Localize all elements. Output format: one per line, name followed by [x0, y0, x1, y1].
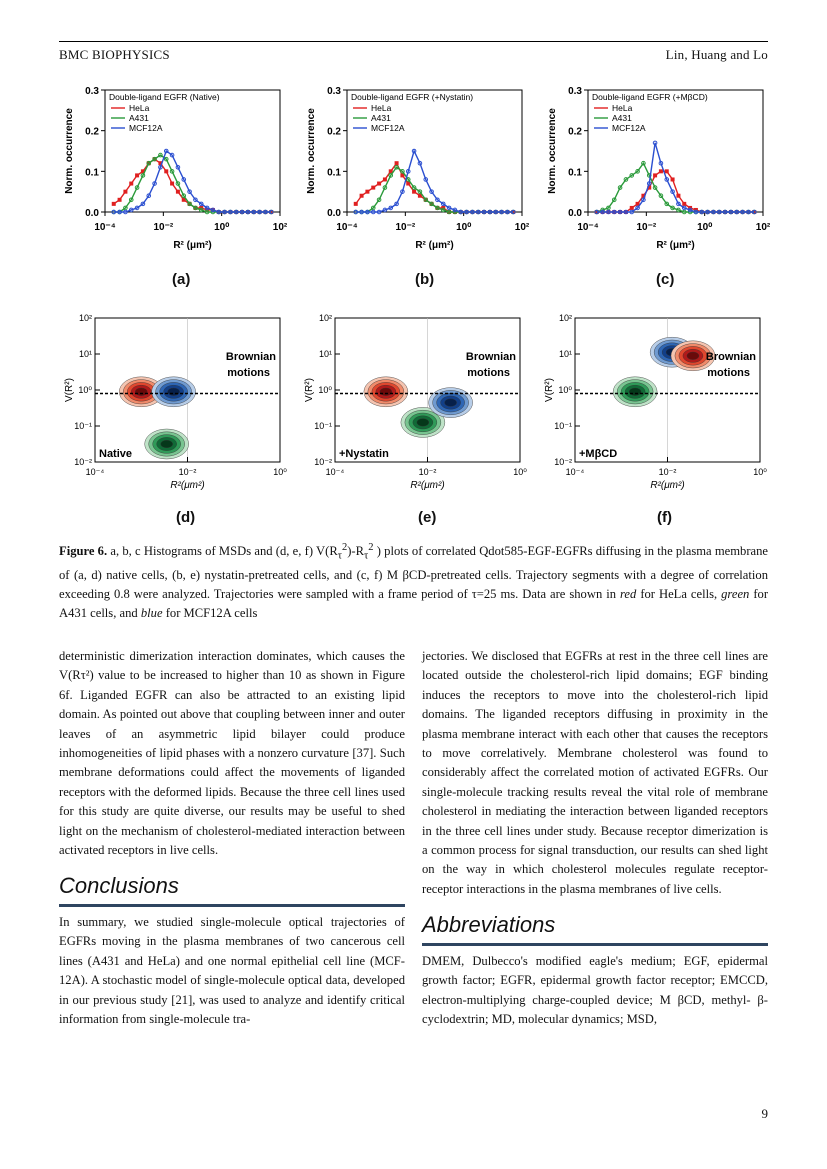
x-tick-label: 10⁻⁴	[565, 467, 585, 477]
section-title-abbreviations: Abbreviations	[422, 915, 768, 945]
y-tick-label: 0.0	[568, 208, 582, 219]
histogram-b	[302, 78, 532, 268]
contour-plot-f	[540, 308, 770, 498]
x-tick-label: 10²	[755, 222, 771, 233]
y-tick-label: 10²	[78, 313, 92, 323]
data-point-hela	[354, 202, 358, 206]
condition-label: +Nystatin	[339, 448, 389, 460]
data-point-hela	[360, 194, 364, 198]
x-axis-label: R² (μm²)	[415, 240, 454, 251]
contour-blob-hela	[380, 388, 392, 396]
y-tick-label: 0.2	[568, 126, 582, 138]
legend-entry: HeLa	[129, 103, 150, 113]
y-tick-label: 10⁰	[558, 385, 572, 395]
x-tick-label: 10⁻²	[153, 222, 174, 233]
condition-label: Native	[99, 448, 133, 460]
y-tick-label: 0.0	[327, 208, 341, 219]
x-tick-label: 10⁻⁴	[85, 467, 105, 477]
y-tick-label: 10⁻¹	[554, 421, 572, 431]
contour-blob-hela	[135, 388, 147, 396]
y-tick-label: 0.3	[85, 86, 99, 97]
left-column	[59, 647, 405, 1029]
x-tick-label: 10⁰	[753, 467, 767, 477]
y-tick-label: 10⁰	[78, 385, 92, 395]
figure-caption: Figure 6. a, b, c Histograms of MSDs and (d, e, f) $V(R_\tau^2)-R_\tau^2$ ) plots of correlated Qdot585-EGF-EGFRs diffusing in the plasma membrane of (a, d) native cells, (b, e) nystatin-pretreated cells, and (c, f) M βCD-pretreated cells. Trajectory segments with a degree of correlation exceeding 0.8 were analyzed. Trajectories were sampled with a frame period of τ=25 ms. Data are shown in red for HeLa cells, green for A431 cells, and blue for MCF12A cells	[59, 542, 769, 620]
x-tick-label: 10⁻²	[395, 222, 416, 233]
y-axis-label: V(R²)	[64, 378, 75, 402]
legend-entry: A431	[612, 113, 632, 123]
y-tick-label: 0.1	[327, 167, 341, 179]
contour-blob-mcf12a	[168, 388, 180, 396]
caption-end: for MCF12A cells	[165, 605, 258, 620]
data-point-hela	[659, 169, 663, 173]
caption-green: green	[721, 586, 750, 601]
series-line-mcf12a	[597, 143, 755, 212]
data-point-hela	[383, 177, 387, 181]
y-tick-label: 10²	[558, 313, 572, 323]
data-point-hela	[371, 186, 375, 190]
caption-blue: blue	[140, 605, 163, 620]
y-tick-label: 10¹	[78, 349, 92, 359]
page-number: 9	[761, 1106, 768, 1121]
y-axis-label: Norm. occurrence	[64, 108, 75, 194]
left-paragraph-1: deterministic dimerization interaction dominates, which causes the V(Rτ²) value to be increased to higher than 10 as shown in Figure 6f. Liganded EGFR can also be attracted to an existing lipid domain. As pointed out above that coupling between inner and outer leaves of an asymmetric lipid bilayer could produce inhomogeneities of lipid phases with a nonzero curvature [37]. Such membrane deformations could affect the movements of liganded receptors with the deformed lipids. Because the three cell lines used for this study are quite diverse, our results may be useful to shed light on the mechanism of cholesterol-mediated interaction between activated receptors in live cells.	[59, 649, 405, 858]
caption-mid-2: for A431 cells, and	[59, 586, 769, 620]
condition-label: +MβCD	[579, 448, 618, 460]
data-point-hela	[164, 169, 168, 173]
y-tick-label: 0.1	[85, 167, 99, 179]
data-point-hela	[365, 190, 369, 194]
y-tick-label: 0.0	[85, 208, 99, 219]
y-tick-label: 10⁻²	[554, 457, 572, 467]
caption-text-2: ) plots of correlated Qdot585-EGF-EGFRs diffusing in the plasma membrane of (a, d) native cells, (b, e) nystatin-pretreated cells, and (c, f) M βCD-pretreated cells. Trajectory segments with a degree of correlation exceeding 0.8 were analyzed. Trajectories were sampled with a frame period of τ=25 ms. Data are shown in	[59, 544, 768, 601]
y-axis-label: V(R²)	[544, 378, 555, 402]
contour-plot-d	[60, 308, 290, 498]
legend-entry: HeLa	[612, 103, 633, 113]
right-paragraph-2: DMEM, Dulbecco's modified eagle's medium; EGF, epidermal growth factor; EGFR, epidermal growth factor receptor; EMCCD, electron-multiplying charge-coupled device; M βCD, methyl- β-cyclodextrin; MD, molecular dynamics; MSD,	[422, 953, 768, 1026]
panel-label-e: (e)	[418, 509, 437, 526]
x-tick-label: 10⁻⁴	[577, 222, 599, 233]
data-point-hela	[682, 202, 686, 206]
panel-label-c: (c)	[656, 271, 675, 288]
y-axis-label: Norm. occurrence	[547, 108, 558, 194]
y-tick-label: 10⁻²	[314, 457, 332, 467]
y-tick-label: 10⁻¹	[74, 421, 92, 431]
data-point-hela	[395, 161, 399, 165]
data-point-hela	[112, 202, 116, 206]
x-tick-label: 10⁻⁴	[94, 222, 116, 233]
contour-plot-e	[300, 308, 530, 498]
right-paragraph-1: jectories. We disclosed that EGFRs at rest in the three cell lines are located outside the cholesterol-rich lipid domains; EGF binding induces the receptors to move into the cholesterol-rich lipid domains. The liganded receptors diffusing in proximity in the plasma membrane interact with each other that causes the receptors to move correlatively. Membrane cholesterol was found to considerably affect the correlated motion of activated EGFRs. Our single-molecule tracking results reveal the vital role of membrane cholesterol in mediating the interaction between liganded receptors in the three cell lines under study. Because receptor dimerization is a common process for signal transduction, our results can shed light on the way in which cholesterol molecules regulate receptor-receptor interactions in the plasma membranes of live cells.	[422, 649, 768, 896]
y-axis-label: Norm. occurrence	[306, 108, 317, 194]
data-point-hela	[129, 182, 133, 186]
annotation-brownian: Brownian	[465, 351, 516, 363]
y-tick-label: 10¹	[558, 349, 572, 359]
panel-label-a: (a)	[172, 271, 191, 288]
annotation-motions: motions	[227, 367, 270, 379]
y-tick-label: 10⁰	[318, 385, 332, 395]
y-tick-label: 10⁻²	[74, 457, 92, 467]
legend-title: Double-ligand EGFR (Native)	[109, 92, 220, 102]
legend-entry: HeLa	[371, 103, 392, 113]
y-axis-label: V(R²)	[304, 378, 315, 402]
caption-lead: Figure 6.	[59, 544, 108, 559]
histogram-c	[543, 78, 773, 268]
annotation-brownian: Brownian	[225, 351, 276, 363]
y-tick-label: 10²	[318, 313, 332, 323]
header-rule	[59, 41, 768, 42]
series-line-a431	[356, 167, 514, 212]
x-tick-label: 10²	[272, 222, 288, 233]
x-tick-label: 10⁻⁴	[325, 467, 345, 477]
right-column	[422, 647, 768, 1029]
data-point-hela	[665, 169, 669, 173]
contour-blob-a431	[629, 388, 641, 396]
legend-title: Double-ligand EGFR (+Nystatin)	[351, 92, 474, 102]
legend-entry: A431	[129, 113, 149, 123]
data-point-hela	[671, 177, 675, 181]
data-point-hela	[412, 190, 416, 194]
y-tick-label: 10¹	[318, 349, 332, 359]
data-point-hela	[630, 206, 634, 210]
annotation-motions: motions	[707, 367, 750, 379]
series-line-a431	[114, 155, 272, 212]
caption-red: red	[620, 586, 637, 601]
contour-blob-mcf12a	[445, 399, 457, 407]
x-tick-label: 10⁻²	[418, 467, 437, 477]
series-line-hela	[597, 171, 755, 212]
x-tick-label: 10⁰	[214, 222, 230, 233]
panel-label-d: (d)	[176, 509, 196, 526]
x-tick-label: 10⁰	[697, 222, 713, 233]
annotation-brownian: Brownian	[705, 351, 756, 363]
legend-entry: MCF12A	[612, 123, 646, 133]
x-axis-label: R² (μm²)	[173, 240, 212, 251]
y-tick-label: 0.1	[568, 167, 582, 179]
x-tick-label: 10⁻⁴	[336, 222, 358, 233]
journal-name: BMC BIOPHYSICS	[59, 47, 170, 62]
panel-label-f: (f)	[657, 509, 672, 526]
x-tick-label: 10⁻²	[658, 467, 677, 477]
data-point-hela	[377, 182, 381, 186]
x-axis-label: R²(μm²)	[170, 480, 205, 491]
data-point-hela	[653, 173, 657, 177]
data-point-hela	[170, 182, 174, 186]
data-point-hela	[135, 173, 139, 177]
y-tick-label: 10⁻¹	[314, 421, 332, 431]
series-line-hela	[356, 163, 514, 212]
x-tick-label: 10⁰	[513, 467, 527, 477]
legend-title: Double-ligand EGFR (+MβCD)	[592, 92, 708, 102]
x-tick-label: 10²	[514, 222, 530, 233]
data-point-hela	[123, 190, 127, 194]
y-tick-label: 0.2	[85, 126, 99, 138]
x-axis-label: R²(μm²)	[650, 480, 685, 491]
data-point-hela	[676, 194, 680, 198]
contour-blob-a431	[161, 440, 173, 448]
caption-text-1: a, b, c Histograms of MSDs and (d, e, f) V(R	[110, 544, 338, 559]
left-paragraph-2: In summary, we studied single-molecule optical trajectories of EGFRs moving in the plasma membranes of two cancerous cell lines (A431 and HeLa) and one normal epithelial cell line (MCF-12A). A stochastic model of single-molecule optical data, developed in our previous study [21], was used to analyze and identify critical information from single-molecule tra-	[59, 914, 405, 1026]
panel-label-b: (b)	[415, 271, 435, 288]
x-tick-label: 10⁰	[456, 222, 472, 233]
legend-entry: MCF12A	[129, 123, 163, 133]
x-axis-label: R² (μm²)	[656, 240, 695, 251]
contour-blob-hela	[687, 352, 699, 360]
series-line-mcf12a	[114, 151, 272, 212]
series-line-mcf12a	[356, 151, 514, 212]
caption-mid-1: for HeLa cells,	[640, 586, 718, 601]
histogram-a	[60, 78, 290, 268]
y-tick-label: 0.2	[327, 126, 341, 138]
x-tick-label: 10⁻²	[636, 222, 657, 233]
x-tick-label: 10⁻²	[178, 467, 197, 477]
x-tick-label: 10⁰	[273, 467, 287, 477]
y-tick-label: 0.3	[327, 86, 341, 97]
authors: Lin, Huang and Lo	[665, 47, 768, 62]
annotation-motions: motions	[467, 367, 510, 379]
legend-entry: MCF12A	[371, 123, 405, 133]
legend-entry: A431	[371, 113, 391, 123]
section-title-conclusions: Conclusions	[59, 876, 405, 906]
y-tick-label: 0.3	[568, 86, 582, 97]
x-axis-label: R²(μm²)	[410, 480, 445, 491]
data-point-hela	[176, 190, 180, 194]
data-point-hela	[118, 198, 122, 202]
contour-blob-a431	[417, 419, 429, 427]
